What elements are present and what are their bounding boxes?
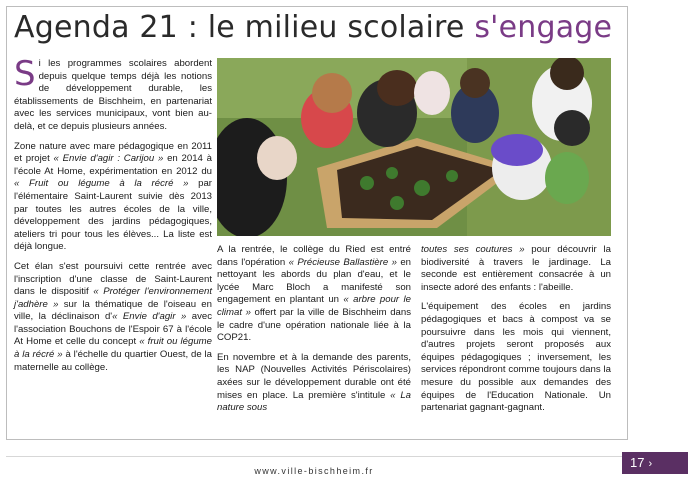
col2-p1-c: offert par la ville de Bischheim dans le cadre d'une opération nationale liée à la COP21. <box>217 306 411 344</box>
col1-paragraph-1 <box>14 54 212 134</box>
col1-p2-c: par l'élémentaire Saint-Laurent suivie dès 2013 par toutes les autres écoles de la ville, développement des jardins pédagogiques, ateliers tri pour tous les élèves... La liste est déjà longue. <box>14 178 212 253</box>
col1-p2-em1: « Envie d'agir : Carijou » <box>53 153 164 165</box>
footer-divider <box>6 456 688 457</box>
col1-p1-text: i les programmes scolaires abordent depuis quelque temps déjà les notions de développement durable, les établissements de Bischheim, en partenariat avec les services municipaux, vont bien au-delà, et ce depuis plusieurs années. <box>14 58 212 132</box>
col2-p2-a: En novembre et à la demande des parents, les NAP (Nouvelles Activités Périscolaires) axées sur le développement durable ont été mises en place. La première s'intitule <box>217 351 411 401</box>
col2-p1-a: A la rentrée, le collège du Ried est entré dans l'opération <box>217 244 411 268</box>
col1-p3-em1: « Protéger l'environnement j'adhère » <box>14 286 212 310</box>
col2-p1-em1: « Précieuse Ballastière » <box>288 256 397 268</box>
page-number: 17 <box>630 455 645 470</box>
column-1 <box>14 54 213 381</box>
col1-p3-b: sur la thématique de l'oiseau en ville, la déclinaison d' <box>14 298 212 323</box>
col2-p1-b: en nettoyant les abords du plan d'eau, et le lycée Marc Bloch a manifesté son engagement en plantant un <box>217 256 411 306</box>
drop-cap: S <box>14 54 36 94</box>
col1-paragraph-2 <box>14 141 212 254</box>
col1-p3-em2: « Envie d'agir » <box>112 311 187 323</box>
col2-p2-em1: « La nature sous <box>217 389 411 414</box>
page-number-badge[interactable] <box>622 452 688 474</box>
col3-p2-a: L'équipement des écoles en jardins pédagogiques et bacs à compost va se poursuivre dans les mois qui viennent, d'autres projets seront proposés aux équipes pédagogiques ; inversement, les services répondront comme toujours dans la mesure du possible aux demandes des équipes de l'Education Nationale. Un partenariat gagnant-gagnant. <box>421 301 611 414</box>
article-title <box>14 10 612 45</box>
col1-p2-em2: « Fruit ou légume à la récré » <box>14 178 189 190</box>
article-photo <box>217 58 611 236</box>
col3-p1-em1: toutes ses coutures » <box>421 244 525 255</box>
footer-url: www.ville-bischheim.fr <box>254 466 374 476</box>
col1-p3-c: avec l'association Bouchons de l'Espoir 67 à l'école At Home et celle du concept <box>14 311 212 348</box>
chevron-right-icon: › <box>648 458 653 470</box>
col1-p2-b: en 2014 à l'école At Home, expérimentation en 2012 du <box>14 153 212 177</box>
col2-p1-em2: « arbre pour le climat » <box>217 294 411 318</box>
title-accent: s'engage <box>474 10 613 45</box>
col1-paragraph-3 <box>14 261 212 374</box>
col1-p3-em3: « fruit ou légume à la récré » <box>14 336 213 361</box>
col3-p1-a: pour découvrir la biodiversité à travers le jardinage. La seconde est entièrement consacrée à un insecte adoré des enfants : l'abeille. <box>421 244 611 293</box>
title-main: Agenda 21 : le milieu scolaire <box>14 10 475 45</box>
col1-p2-a: Zone nature avec mare pédagogique en 2011 et projet <box>14 140 212 165</box>
col3-paragraph-2 <box>421 301 611 414</box>
col2-paragraph-1 <box>217 244 411 345</box>
col1-p3-a: Cet élan s'est poursuivi cette rentrée avec l'inscription d'une classe de Saint-Laurent dans le dispositif <box>14 260 212 298</box>
col1-p3-d: à l'échelle du quartier Ouest, de la maternelle au collège. <box>14 349 212 373</box>
column-2 <box>217 244 411 422</box>
column-3 <box>421 244 611 422</box>
col3-paragraph-1 <box>421 244 611 294</box>
col2-paragraph-2 <box>217 352 411 415</box>
children-gardening-photo <box>217 58 611 236</box>
